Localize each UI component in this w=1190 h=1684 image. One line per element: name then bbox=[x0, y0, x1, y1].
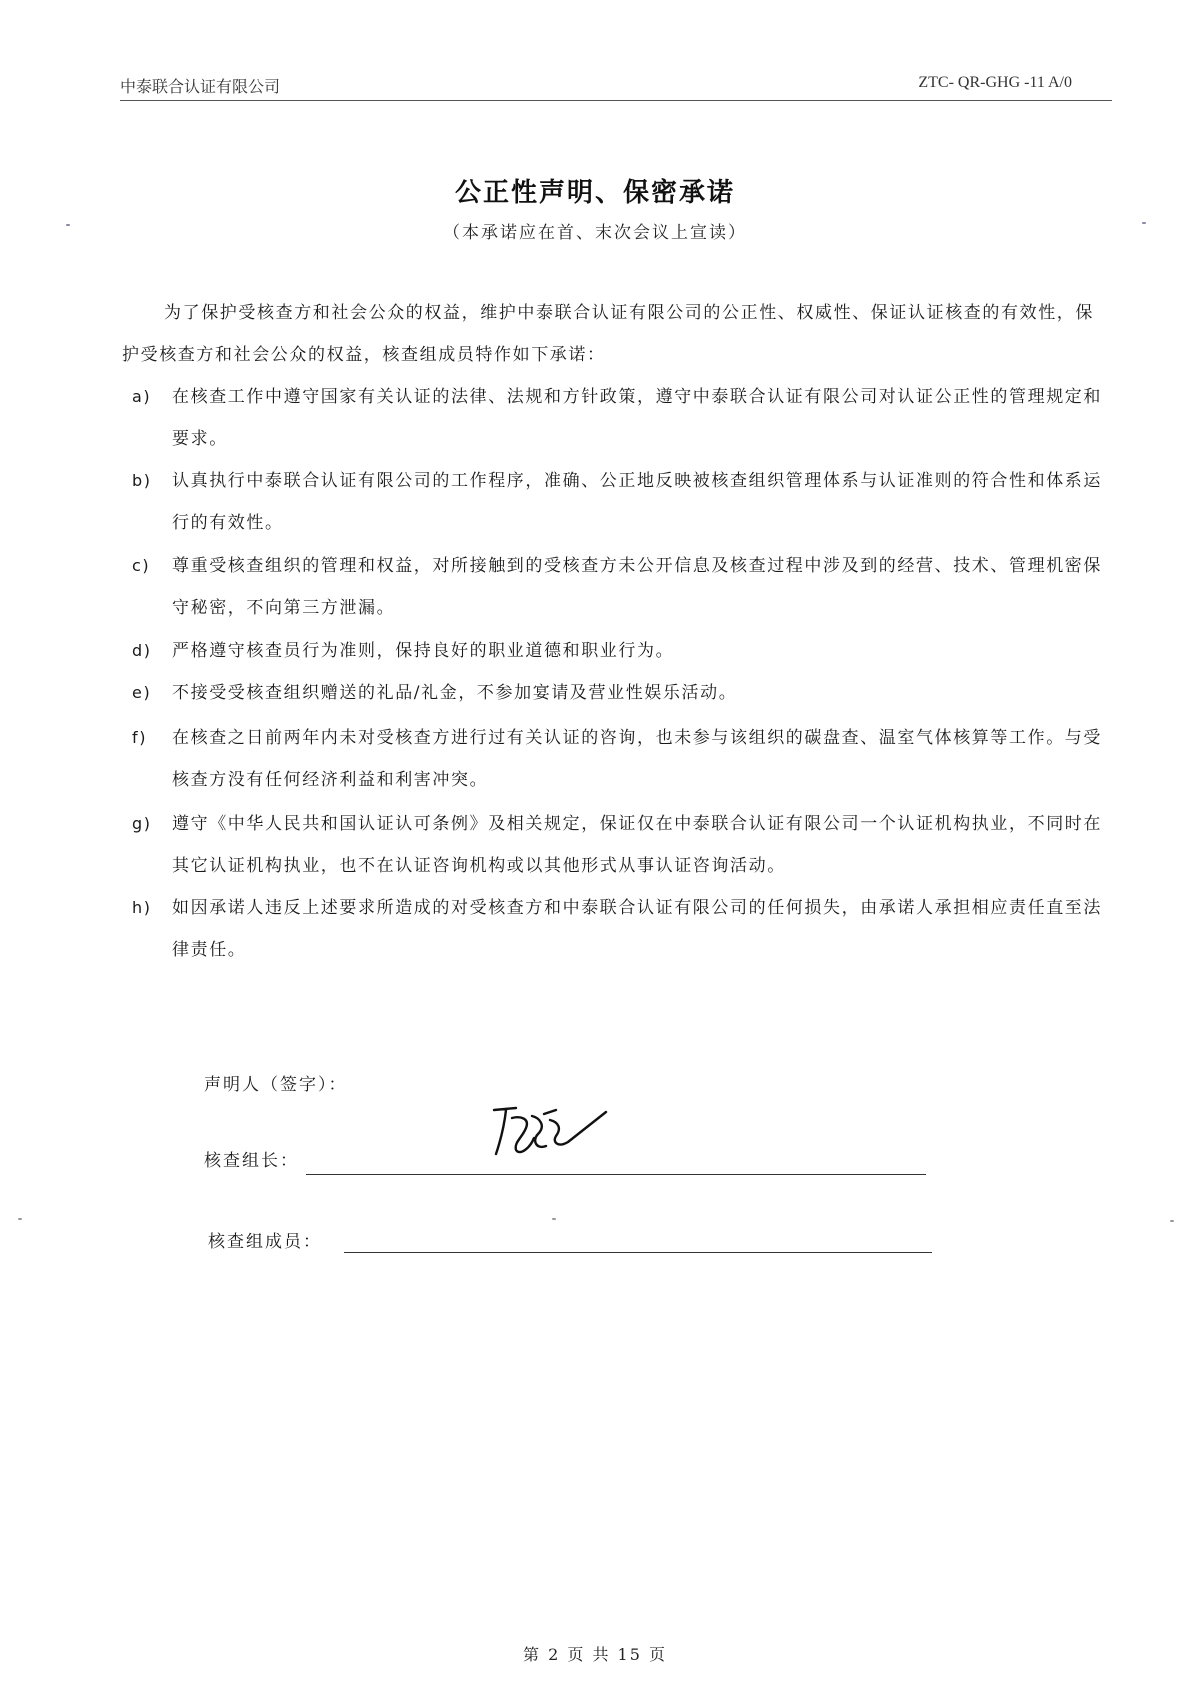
clause-marker: a) bbox=[132, 387, 152, 406]
page-header bbox=[120, 70, 1112, 101]
clause-b bbox=[122, 460, 1110, 544]
intro-paragraph: 为了保护受核查方和社会公众的权益，维护中泰联合认证有限公司的公正性、权威性、保证认证核查的有效性，保护受核查方和社会公众的权益，核查组成员特作如下承诺： bbox=[122, 303, 1094, 365]
header-document-code: ZTC- QR-GHG -11 A/0 bbox=[918, 74, 1072, 91]
scan-speck bbox=[66, 224, 70, 226]
scan-speck bbox=[552, 1218, 556, 1220]
document-subtitle: （本承诺应在首、末次会议上宣读） bbox=[443, 223, 747, 243]
clause-text: 遵守《中华人民共和国认证认可条例》及相关规定，保证仅在中泰联合认证有限公司一个认证机构执业，不同时在其它认证机构执业，也不在认证咨询机构或以其他形式从事认证咨询活动。 bbox=[172, 814, 1102, 876]
handwritten-signature bbox=[486, 1098, 616, 1162]
team-leader-signature-line[interactable] bbox=[306, 1174, 926, 1175]
page-number: 第 2 页 共 15 页 bbox=[523, 1645, 667, 1664]
clause-text: 在核查之日前两年内未对受核查方进行过有关认证的咨询，也未参与该组织的碳盘查、温室气体核算等工作。与受核查方没有任何经济利益和利害冲突。 bbox=[172, 728, 1102, 790]
clause-a bbox=[122, 376, 1110, 460]
clause-f bbox=[122, 717, 1110, 801]
clause-h bbox=[122, 887, 1110, 971]
declarant-label: 声明人（签字）： bbox=[204, 1075, 348, 1095]
clause-marker: b) bbox=[132, 471, 152, 490]
clause-marker: c) bbox=[132, 556, 151, 575]
team-leader-label: 核查组长： bbox=[204, 1151, 299, 1171]
clause-text: 认真执行中泰联合认证有限公司的工作程序，准确、公正地反映被核查组织管理体系与认证准则的符合性和体系运行的有效性。 bbox=[172, 471, 1102, 533]
clause-c bbox=[122, 545, 1110, 629]
clause-text: 严格遵守核查员行为准则，保持良好的职业道德和职业行为。 bbox=[172, 641, 675, 661]
clause-g bbox=[122, 803, 1110, 887]
scan-speck bbox=[1170, 1220, 1174, 1222]
clause-marker: g) bbox=[132, 814, 152, 833]
scan-speck bbox=[1142, 222, 1146, 224]
clause-marker: e) bbox=[132, 683, 152, 702]
header-organization: 中泰联合认证有限公司 bbox=[120, 77, 281, 96]
team-member-signature-line[interactable] bbox=[344, 1252, 932, 1253]
clause-text: 尊重受核查组织的管理和权益，对所接触到的受核查方未公开信息及核查过程中涉及到的经营、技术、管理机密保守秘密，不向第三方泄漏。 bbox=[172, 556, 1102, 618]
clause-text: 不接受受核查组织赠送的礼品/礼金，不参加宴请及营业性娱乐活动。 bbox=[172, 683, 738, 703]
clause-text: 如因承诺人违反上述要求所造成的对受核查方和中泰联合认证有限公司的任何损失，由承诺人承担相应责任直至法律责任。 bbox=[172, 898, 1102, 960]
scan-speck bbox=[18, 1218, 22, 1220]
team-member-label: 核查组成员： bbox=[208, 1232, 322, 1252]
clause-d bbox=[122, 630, 1110, 672]
document-title: 公正性声明、保密承诺 bbox=[454, 178, 735, 208]
clause-marker: h) bbox=[132, 898, 152, 917]
clause-marker: f) bbox=[132, 728, 148, 747]
clause-e bbox=[122, 672, 1110, 714]
clause-text: 在核查工作中遵守国家有关认证的法律、法规和方针政策，遵守中泰联合认证有限公司对认证公正性的管理规定和要求。 bbox=[172, 387, 1102, 449]
clause-marker: d) bbox=[132, 641, 152, 660]
